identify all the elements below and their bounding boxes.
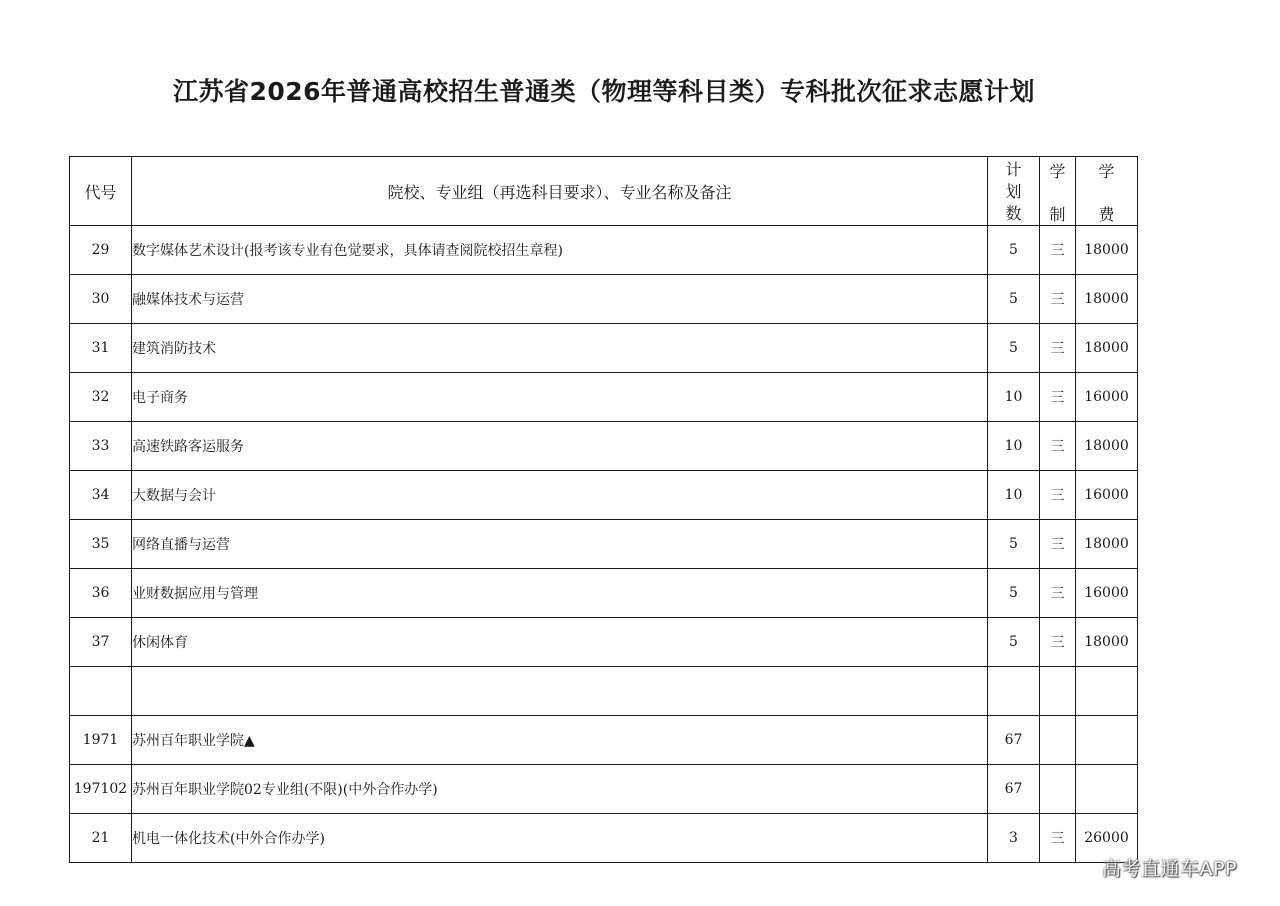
row-fee: 18000 — [1076, 324, 1138, 373]
row-fee: 16000 — [1076, 373, 1138, 422]
row-years — [1040, 667, 1076, 716]
table-row — [70, 569, 1138, 618]
header-years-1: 学 — [1049, 162, 1066, 181]
row-code: 29 — [70, 226, 132, 275]
row-plan-count: 10 — [988, 373, 1040, 422]
row-code: 37 — [70, 618, 132, 667]
row-years: 三 — [1040, 569, 1076, 618]
row-name: 高速铁路客运服务 — [132, 422, 988, 471]
table-row — [70, 667, 1138, 716]
row-code: 30 — [70, 275, 132, 324]
row-fee: 18000 — [1076, 520, 1138, 569]
table-row — [70, 520, 1138, 569]
row-plan-count: 5 — [988, 520, 1040, 569]
header-years — [1040, 157, 1076, 226]
row-name: 建筑消防技术 — [132, 324, 988, 373]
page-title: 江苏省2026年普通高校招生普通类（物理等科目类）专科批次征求志愿计划 — [172, 77, 1036, 106]
row-name: 融媒体技术与运营 — [132, 275, 988, 324]
row-name: 电子商务 — [132, 373, 988, 422]
row-name: 业财数据应用与管理 — [132, 569, 988, 618]
row-years: 三 — [1040, 373, 1076, 422]
row-name: 休闲体育 — [132, 618, 988, 667]
row-name — [132, 667, 988, 716]
table-row — [70, 716, 1138, 765]
row-years: 三 — [1040, 520, 1076, 569]
row-name: 苏州百年职业学院02专业组(不限)(中外合作办学) — [132, 765, 988, 814]
row-plan-count — [988, 667, 1040, 716]
table-row — [70, 618, 1138, 667]
header-years-2: 制 — [1049, 205, 1066, 224]
row-years: 三 — [1040, 814, 1076, 863]
row-code: 21 — [70, 814, 132, 863]
row-code: 197102 — [70, 765, 132, 814]
row-fee: 16000 — [1076, 471, 1138, 520]
row-name: 网络直播与运营 — [132, 520, 988, 569]
row-plan-count: 5 — [988, 569, 1040, 618]
row-plan-count: 10 — [988, 471, 1040, 520]
row-years: 三 — [1040, 275, 1076, 324]
row-years: 三 — [1040, 324, 1076, 373]
row-plan-count: 67 — [988, 765, 1040, 814]
row-fee: 18000 — [1076, 275, 1138, 324]
row-fee — [1076, 765, 1138, 814]
row-code: 32 — [70, 373, 132, 422]
row-years — [1040, 765, 1076, 814]
table-row — [70, 324, 1138, 373]
table-row — [70, 422, 1138, 471]
header-code: 代号 — [70, 157, 132, 226]
row-fee: 18000 — [1076, 422, 1138, 471]
row-fee: 18000 — [1076, 618, 1138, 667]
table-row — [70, 765, 1138, 814]
row-fee: 26000 — [1076, 814, 1138, 863]
row-plan-count: 3 — [988, 814, 1040, 863]
table-row — [70, 373, 1138, 422]
header-fee-1: 学 — [1098, 162, 1115, 181]
enrollment-plan-table — [69, 156, 1138, 863]
row-plan-count: 67 — [988, 716, 1040, 765]
header-plan-count — [988, 157, 1040, 226]
row-name: 大数据与会计 — [132, 471, 988, 520]
row-years: 三 — [1040, 226, 1076, 275]
table-row — [70, 275, 1138, 324]
row-code: 31 — [70, 324, 132, 373]
row-years: 三 — [1040, 422, 1076, 471]
row-name: 数字媒体艺术设计(报考该专业有色觉要求，具体请查阅院校招生章程) — [132, 226, 988, 275]
table-row — [70, 814, 1138, 863]
row-years: 三 — [1040, 618, 1076, 667]
row-name: 机电一体化技术(中外合作办学) — [132, 814, 988, 863]
table-row — [70, 226, 1138, 275]
row-code: 36 — [70, 569, 132, 618]
row-plan-count: 5 — [988, 618, 1040, 667]
row-code: 34 — [70, 471, 132, 520]
row-fee — [1076, 716, 1138, 765]
row-years — [1040, 716, 1076, 765]
header-name: 院校、专业组（再选科目要求）、专业名称及备注 — [132, 157, 988, 226]
header-fee — [1076, 157, 1138, 226]
row-fee: 18000 — [1076, 226, 1138, 275]
header-fee-2: 费 — [1098, 205, 1115, 224]
row-plan-count: 5 — [988, 275, 1040, 324]
row-code: 1971 — [70, 716, 132, 765]
table-header-row — [70, 157, 1138, 226]
header-plan-text: 计划数 — [1005, 160, 1022, 223]
row-code: 35 — [70, 520, 132, 569]
watermark-logo-text: 高考直通车APP — [1102, 858, 1237, 880]
row-code: 33 — [70, 422, 132, 471]
row-years: 三 — [1040, 471, 1076, 520]
row-fee — [1076, 667, 1138, 716]
row-code — [70, 667, 132, 716]
row-plan-count: 10 — [988, 422, 1040, 471]
row-plan-count: 5 — [988, 324, 1040, 373]
row-fee: 16000 — [1076, 569, 1138, 618]
row-plan-count: 5 — [988, 226, 1040, 275]
table-row — [70, 471, 1138, 520]
row-name: 苏州百年职业学院▲ — [132, 716, 988, 765]
